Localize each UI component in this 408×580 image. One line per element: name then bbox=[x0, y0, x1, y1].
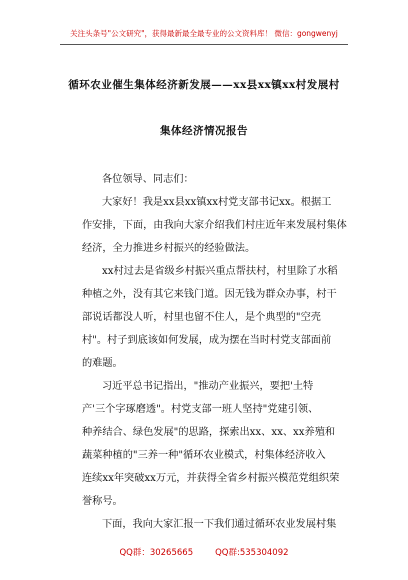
paragraph-line: 部说话都没人听，村里也留不住人，是个典型的"空壳 bbox=[82, 312, 321, 323]
paragraph-line: xx村过去是省级乡村振兴重点帮扶村，村里除了水稻 bbox=[102, 266, 338, 277]
paragraph-line: 产'三个字琢磨透"。村党支部一班人坚持"党建引领、 bbox=[82, 404, 319, 415]
paragraph-line: 大家好！我是xx县xx镇xx村党支部书记xx。根据工 bbox=[102, 197, 332, 208]
paragraph-line: 下面，我向大家汇报一下我们通过循环农业发展村集 bbox=[102, 519, 337, 530]
paragraph-line: 种植之外，没有其它来钱门道。因无钱为群众办事，村干 bbox=[82, 289, 337, 300]
document-subtitle: 集体经济情况报告 bbox=[160, 125, 248, 137]
paragraph-line: 种养结合、绿色发展"的思路，探索出xx、xx、xx养殖和 bbox=[82, 427, 336, 438]
footer-qq-group-1: QQ群：30265665 bbox=[119, 548, 194, 558]
paragraph-line: 作安排，下面，由我向大家介绍我们村庄近年来发展村集体 bbox=[82, 220, 347, 231]
footer-qq-group-2: QQ群:535304092 bbox=[215, 548, 289, 558]
header-banner: 关注头条号"公文研究"，获得最新最全最专业的公文资料库！ 微信：gongwenyj bbox=[70, 29, 338, 38]
paragraph-line: 蔬菜种植的"三养一种"循环农业模式，村集体经济收入 bbox=[82, 450, 326, 461]
salutation: 各位领导、同志们： bbox=[102, 174, 194, 185]
paragraph-line: 经济，全力推进乡村振兴的经验做法。 bbox=[82, 243, 256, 254]
paragraph-line: 习近平总书记指出，"推动产业振兴，要把'土特 bbox=[102, 381, 314, 392]
paragraph-line: 连续xx年突破xx万元，并获得全省乡村振兴模范党组织荣 bbox=[82, 473, 340, 484]
paragraph-line: 誉称号。 bbox=[82, 496, 123, 507]
document-title: 循环农业催生集体经济新发展——xx县xx镇xx村发展村 bbox=[68, 79, 340, 91]
paragraph-line: 的难题。 bbox=[82, 358, 123, 369]
paragraph-line: 村"。村子到底该如何发展，成为摆在当时村党支部面前 bbox=[82, 335, 332, 346]
document-body bbox=[82, 168, 347, 536]
header-divider bbox=[60, 44, 348, 45]
footer bbox=[0, 546, 408, 558]
